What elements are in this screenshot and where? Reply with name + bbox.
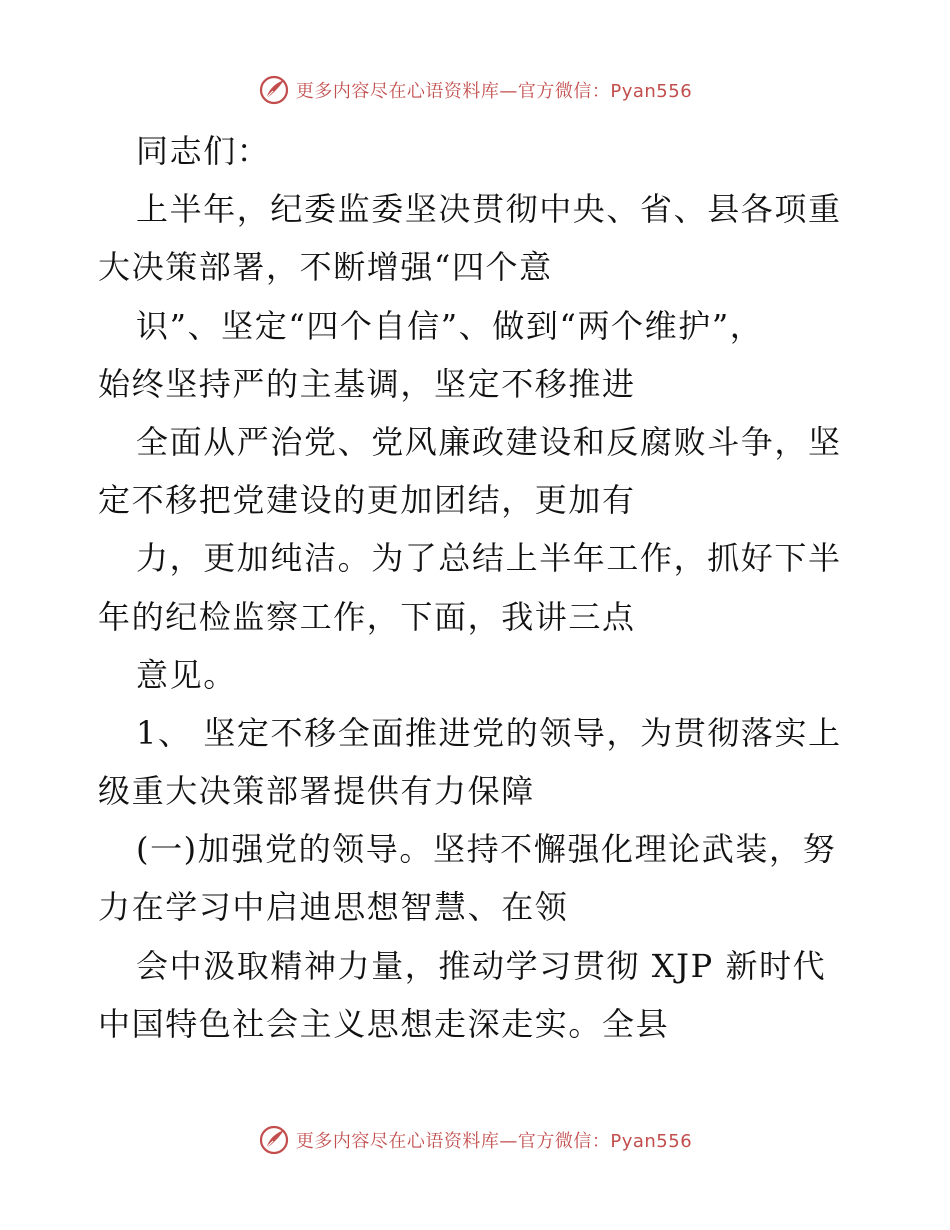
paragraph-line: 上半年，纪委监委坚决贯彻中央、省、县各项重	[136, 190, 842, 229]
document-body	[98, 122, 858, 1053]
paragraph-line: 始终坚持严的主基调，坚定不移推进	[98, 364, 636, 403]
paragraph-line: 定不移把党建设的更加团结，更加有	[98, 481, 636, 520]
watermark-header	[0, 70, 950, 110]
paragraph-line: 意见。	[136, 655, 237, 694]
paragraph-line: 中国特色社会主义思想走深走实。全县	[98, 1004, 670, 1043]
salutation: 同志们：	[136, 132, 271, 170]
feather-seal-icon	[258, 1124, 290, 1156]
paragraph-line: 全面从严治党、党风廉政建设和反腐败斗争，坚	[136, 422, 842, 461]
paragraph-line: 年的纪检监察工作，下面，我讲三点	[98, 597, 636, 636]
paragraph-line: 大决策部署，不断增强“四个意	[98, 248, 553, 287]
section-heading-line: 1、 坚定不移全面推进党的领导，为贯彻落实上	[136, 713, 842, 752]
paragraph-line: 力在学习中启迪思想智慧、在领	[98, 888, 569, 927]
feather-seal-icon	[258, 74, 290, 106]
paragraph-line: (一)加强党的领导。坚持不懈强化理论武装，努	[136, 830, 837, 869]
watermark-text: 更多内容尽在心语资料库—官方微信：Pyan556	[295, 81, 693, 102]
watermark-footer	[0, 1120, 950, 1160]
watermark-text: 更多内容尽在心语资料库—官方微信：Pyan556	[295, 1131, 693, 1152]
paragraph-line: 会中汲取精神力量，推动学习贯彻 XJP 新时代	[136, 946, 827, 985]
paragraph-line: 力，更加纯洁。为了总结上半年工作，抓好下半	[136, 539, 842, 578]
section-heading-line: 级重大决策部署提供有力保障	[98, 772, 535, 811]
paragraph-line: 识”、坚定“四个自信”、做到“两个维护”，	[136, 306, 764, 345]
